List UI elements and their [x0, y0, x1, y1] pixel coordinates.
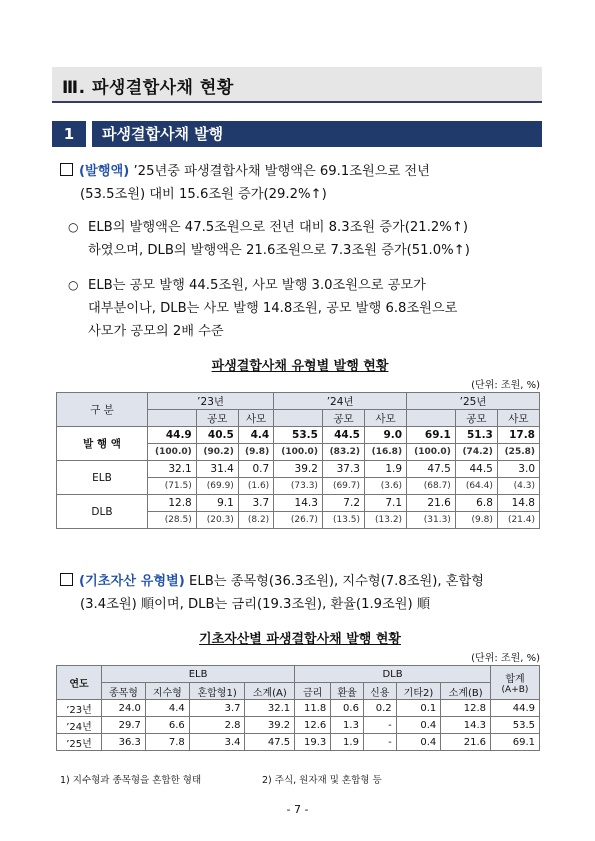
table2-title: 기초자산별 파생결합사채 발행 현황: [199, 632, 401, 647]
cell: 37.3: [322, 461, 364, 478]
cell: 6.8: [455, 495, 497, 512]
cell: 51.3: [455, 427, 497, 444]
pct-cell: (25.8): [497, 444, 539, 461]
header-blank: [148, 410, 197, 427]
header-col: 소계(A): [245, 683, 295, 700]
cell: 12.8: [148, 495, 197, 512]
cell: 32.1: [148, 461, 197, 478]
cell: 36.3: [102, 734, 146, 751]
cell: 69.1: [491, 734, 540, 751]
cell: 12.6: [295, 717, 331, 734]
subsection-title: 파생결합사채 발행: [92, 121, 542, 147]
section-title: Ⅲ. 파생결합사채 현황: [62, 78, 234, 98]
table-by-underlying: [56, 665, 540, 751]
cell: 44.5: [322, 427, 364, 444]
header-total-label: 합계: [505, 674, 525, 685]
cell: 14.8: [497, 495, 539, 512]
cell: 40.5: [196, 427, 238, 444]
pct-cell: (69.9): [196, 478, 238, 495]
cell: 11.8: [295, 700, 331, 717]
header-col: 지수형: [145, 683, 189, 700]
row-label-total: 발 행 액: [57, 427, 148, 461]
header-blank: [407, 410, 456, 427]
cell: 9.0: [365, 427, 407, 444]
pct-cell: (21.4): [497, 512, 539, 529]
table1-unit: (단위: 조원, %): [471, 380, 540, 391]
p2-tag: (기초자산 유형별): [79, 574, 185, 589]
cell: 2.8: [189, 717, 245, 734]
header-year: ’25년: [407, 393, 540, 410]
cell: 4.4: [238, 427, 273, 444]
header-year: ’23년: [148, 393, 274, 410]
pct-cell: (100.0): [274, 444, 323, 461]
cell: 44.9: [148, 427, 197, 444]
section-header: [52, 67, 542, 103]
cell: 44.9: [491, 700, 540, 717]
header-col: 환율: [331, 683, 364, 700]
b2-line1: ELB는 공모 발행 44.5조원, 사모 발행 3.0조원으로 공모가: [88, 278, 426, 293]
header-col: 혼합형1): [189, 683, 245, 700]
header-public: 공모: [455, 410, 497, 427]
row-label-dlb: DLB: [57, 495, 148, 529]
bullet-1: [88, 216, 548, 262]
cell: 1.9: [365, 461, 407, 478]
cell: 9.1: [196, 495, 238, 512]
b1-line1: ELB의 발행액은 47.5조원으로 전년 대비 8.3조원 증가(21.2%↑): [88, 220, 469, 235]
pct-cell: (71.5): [148, 478, 197, 495]
cell: 4.4: [145, 700, 189, 717]
header-public: 공모: [322, 410, 364, 427]
cell: 19.3: [295, 734, 331, 751]
footnote-1: 1) 지수형과 종목형을 혼합한 형태: [60, 775, 202, 786]
cell: 12.8: [441, 700, 491, 717]
cell: 3.7: [238, 495, 273, 512]
header-col: 금리: [295, 683, 331, 700]
header-gubun: 구 분: [57, 393, 148, 427]
footnote-2: 2) 주식, 원자재 및 혼합형 등: [262, 775, 382, 786]
cell: 53.5: [491, 717, 540, 734]
header-col: 소계(B): [441, 683, 491, 700]
paragraph-issuance: [60, 160, 545, 206]
cell: 53.5: [274, 427, 323, 444]
cell: 29.7: [102, 717, 146, 734]
cell: 32.1: [245, 700, 295, 717]
pct-cell: (8.2): [238, 512, 273, 529]
cell: 0.4: [396, 717, 441, 734]
pct-cell: (100.0): [407, 444, 456, 461]
cell: 14.3: [274, 495, 323, 512]
pct-cell: (13.2): [365, 512, 407, 529]
header-private: 사모: [365, 410, 407, 427]
cell: 1.9: [331, 734, 364, 751]
pct-cell: (31.3): [407, 512, 456, 529]
checkbox-marker: [60, 573, 73, 586]
row-year: ’24년: [57, 717, 102, 734]
header-year: 연도: [57, 666, 102, 700]
cell: 21.6: [441, 734, 491, 751]
cell: 17.8: [497, 427, 539, 444]
row-label-elb: ELB: [57, 461, 148, 495]
pct-cell: (9.8): [455, 512, 497, 529]
cell: 47.5: [407, 461, 456, 478]
pct-cell: (20.3): [196, 512, 238, 529]
p1-tag: (발행액): [79, 164, 130, 179]
b1-line2: 하였으며, DLB의 발행액은 21.6조원으로 7.3조원 증가(51.0%↑): [88, 243, 470, 258]
cell: 0.7: [238, 461, 273, 478]
cell: 7.2: [322, 495, 364, 512]
cell: 6.6: [145, 717, 189, 734]
table1-title: 파생결합사채 유형별 발행 현황: [211, 359, 389, 374]
checkbox-marker: [60, 163, 73, 176]
page-number: - 7 -: [286, 803, 309, 816]
pct-cell: (16.8): [365, 444, 407, 461]
p1-line2: (53.5조원) 대비 15.6조원 증가(29.2%↑): [80, 187, 327, 202]
cell: 44.5: [455, 461, 497, 478]
header-col: 신용: [363, 683, 396, 700]
p2-line2: (3.4조원) 順이며, DLB는 금리(19.3조원), 환율(1.9조원) 順: [80, 597, 431, 612]
bullet-2: [88, 274, 548, 343]
cell: -: [363, 734, 396, 751]
cell: 3.7: [189, 700, 245, 717]
cell: 3.4: [189, 734, 245, 751]
table-by-type: [56, 392, 540, 529]
cell: 3.0: [497, 461, 539, 478]
cell: 31.4: [196, 461, 238, 478]
cell: 14.3: [441, 717, 491, 734]
pct-cell: (69.7): [322, 478, 364, 495]
pct-cell: (1.6): [238, 478, 273, 495]
header-col: 기타2): [396, 683, 441, 700]
paragraph-underlying: [60, 570, 545, 616]
pct-cell: (90.2): [196, 444, 238, 461]
cell: 7.8: [145, 734, 189, 751]
cell: 21.6: [407, 495, 456, 512]
header-year: ’24년: [274, 393, 407, 410]
pct-cell: (4.3): [497, 478, 539, 495]
pct-cell: (64.4): [455, 478, 497, 495]
pct-cell: (3.6): [365, 478, 407, 495]
row-year: ’25년: [57, 734, 102, 751]
p2-line1: ELB는 종목형(36.3조원), 지수형(7.8조원), 혼합형: [189, 574, 484, 589]
subsection-number: 1: [52, 121, 86, 147]
b2-line2: 대부분이나, DLB는 사모 발행 14.8조원, 공모 발행 6.8조원으로: [88, 301, 458, 316]
cell: 0.4: [396, 734, 441, 751]
pct-cell: (13.5): [322, 512, 364, 529]
table2-unit: (단위: 조원, %): [471, 653, 540, 664]
header-blank: [274, 410, 323, 427]
cell: 0.1: [396, 700, 441, 717]
pct-cell: (26.7): [274, 512, 323, 529]
header-total: [491, 666, 540, 700]
cell: 69.1: [407, 427, 456, 444]
row-year: ’23년: [57, 700, 102, 717]
cell: 47.5: [245, 734, 295, 751]
bullet-circle: ○: [68, 220, 79, 234]
cell: 39.2: [245, 717, 295, 734]
pct-cell: (73.3): [274, 478, 323, 495]
header-elb: ELB: [102, 666, 295, 683]
pct-cell: (74.2): [455, 444, 497, 461]
header-col: 종목형: [102, 683, 146, 700]
header-private: 사모: [497, 410, 539, 427]
pct-cell: (68.7): [407, 478, 456, 495]
cell: 0.2: [363, 700, 396, 717]
header-private: 사모: [238, 410, 273, 427]
pct-cell: (100.0): [148, 444, 197, 461]
header-total-sub: (A+B): [501, 685, 529, 695]
cell: 24.0: [102, 700, 146, 717]
cell: -: [363, 717, 396, 734]
b2-line3: 사모가 공모의 2배 수준: [88, 324, 224, 339]
pct-cell: (83.2): [322, 444, 364, 461]
cell: 7.1: [365, 495, 407, 512]
header-public: 공모: [196, 410, 238, 427]
cell: 39.2: [274, 461, 323, 478]
bullet-circle: ○: [68, 278, 79, 292]
header-dlb: DLB: [295, 666, 491, 683]
cell: 0.6: [331, 700, 364, 717]
pct-cell: (28.5): [148, 512, 197, 529]
p1-line1: ’25년중 파생결합사채 발행액은 69.1조원으로 전년: [133, 164, 430, 179]
pct-cell: (9.8): [238, 444, 273, 461]
cell: 1.3: [331, 717, 364, 734]
